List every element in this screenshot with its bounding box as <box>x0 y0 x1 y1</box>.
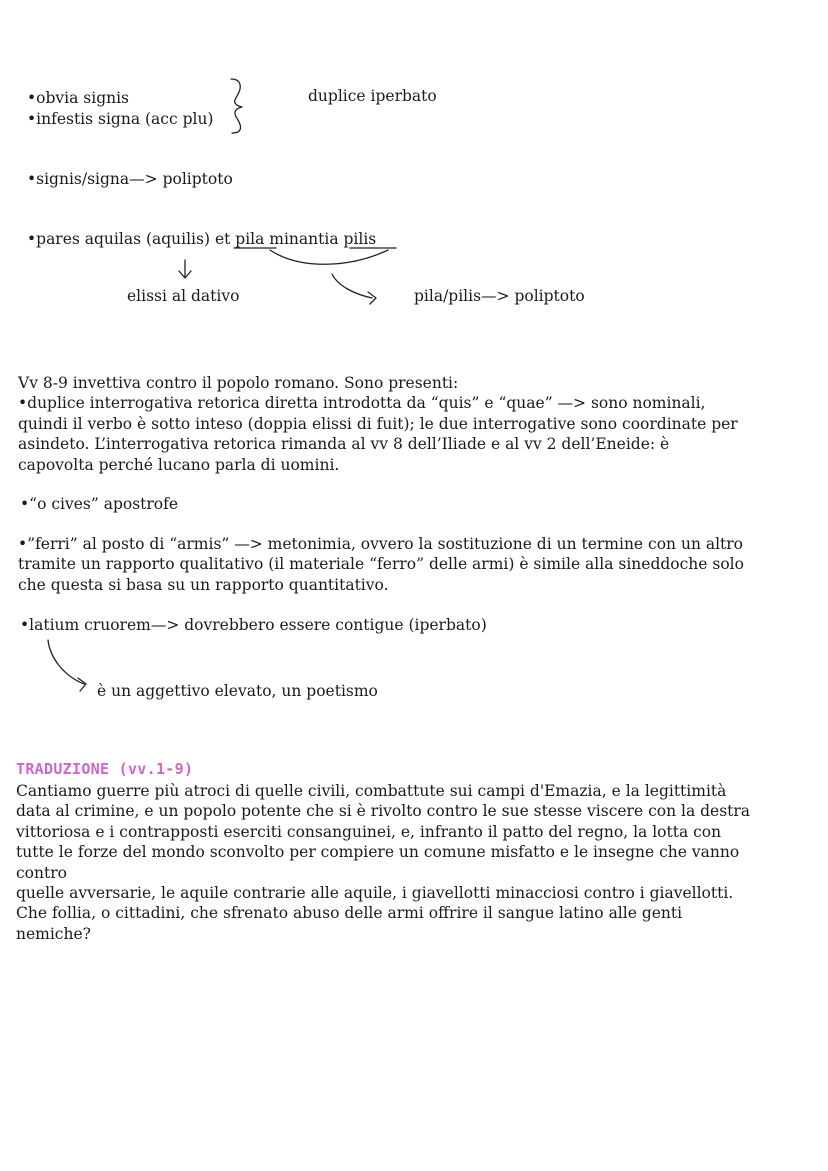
translation-line: data al crimine, e un popolo potente che si è rivolto contro le sue stesse viscere con la destra <box>16 802 751 821</box>
note-pila-pilis: pila/pilis—> poliptoto <box>414 287 585 305</box>
analysis-line: Vv 8-9 invettiva contro il popolo romano. Sono presenti: <box>18 374 459 392</box>
down-arrow-drawing <box>176 258 196 282</box>
translation-line: Che follia, o cittadini, che sfrenato abuso delle armi offrire il sangue latino alle genti <box>16 904 683 923</box>
note-obvia-signis: •obvia signis <box>27 89 130 107</box>
translation-line: Cantiamo guerre più atroci di quelle civili, combattute sui campi d'Emazia, e la legittimità <box>16 782 727 800</box>
translation-line: tutte le forze del mondo sconvolto per compiere un comune misfatto e le insegne che vanno <box>16 843 740 862</box>
note-o-cives: •“o cives” apostrofe <box>20 495 179 513</box>
translation-title: TRADUZIONE (vv.1-9) <box>16 760 194 778</box>
translation-line: nemiche? <box>16 924 91 943</box>
analysis-line: quindi il verbo è sotto inteso (doppia elissi di fuit); le due interrogative sono coordinate per <box>18 414 738 433</box>
translation-line: contro <box>16 863 67 882</box>
note-pares-aquilas: •pares aquilas (aquilis) et pila minantia pilis <box>27 230 377 248</box>
analysis-line: capovolta perché lucano parla di uomini. <box>18 455 340 474</box>
metonymy-line: •”ferri” al posto di “armis” —> metonimia, ovvero la sostituzione di un termine con un altro <box>18 535 744 553</box>
translation-line: vittoriosa e i contrapposti eserciti consanguinei, e, infranto il patto del regno, la lotta con <box>16 822 722 841</box>
metonymy-paragraph <box>18 534 818 595</box>
metonymy-line: tramite un rapporto qualitativo (il materiale “ferro” delle armi) è simile alla sineddoche solo <box>18 555 744 574</box>
note-duplice-iperbato: duplice iperbato <box>308 87 437 105</box>
analysis-paragraph <box>18 373 818 475</box>
analysis-line: •duplice interrogativa retorica diretta introdotta da “quis” e “quae” —> sono nominali, <box>18 394 706 413</box>
translation-line: quelle avversarie, le aquile contrarie alle aquile, i giavellotti minacciosi contro i giavellotti. <box>16 884 734 903</box>
analysis-line: asindeto. L’interrogativa retorica rimanda al vv 8 dell’Iliade e al vv 2 dell’Eneide: è <box>18 435 670 454</box>
translation-paragraph <box>16 781 816 944</box>
note-elissi-dativo: elissi al dativo <box>127 287 240 305</box>
underline-arc-drawing <box>230 244 410 314</box>
metonymy-line: che questa si basa su un rapporto quantitativo. <box>18 575 389 594</box>
curved-arrow-drawing <box>40 636 100 696</box>
note-latium-cruorem: •latium cruorem—> dovrebbero essere contigue (iperbato) <box>20 616 487 634</box>
curly-brace-drawing <box>228 76 252 136</box>
note-infestis-signa: •infestis signa (acc plu) <box>27 110 214 128</box>
note-signis-signa: •signis/signa—> poliptoto <box>27 170 233 188</box>
note-aggettivo-elevato: è un aggettivo elevato, un poetismo <box>97 682 378 700</box>
